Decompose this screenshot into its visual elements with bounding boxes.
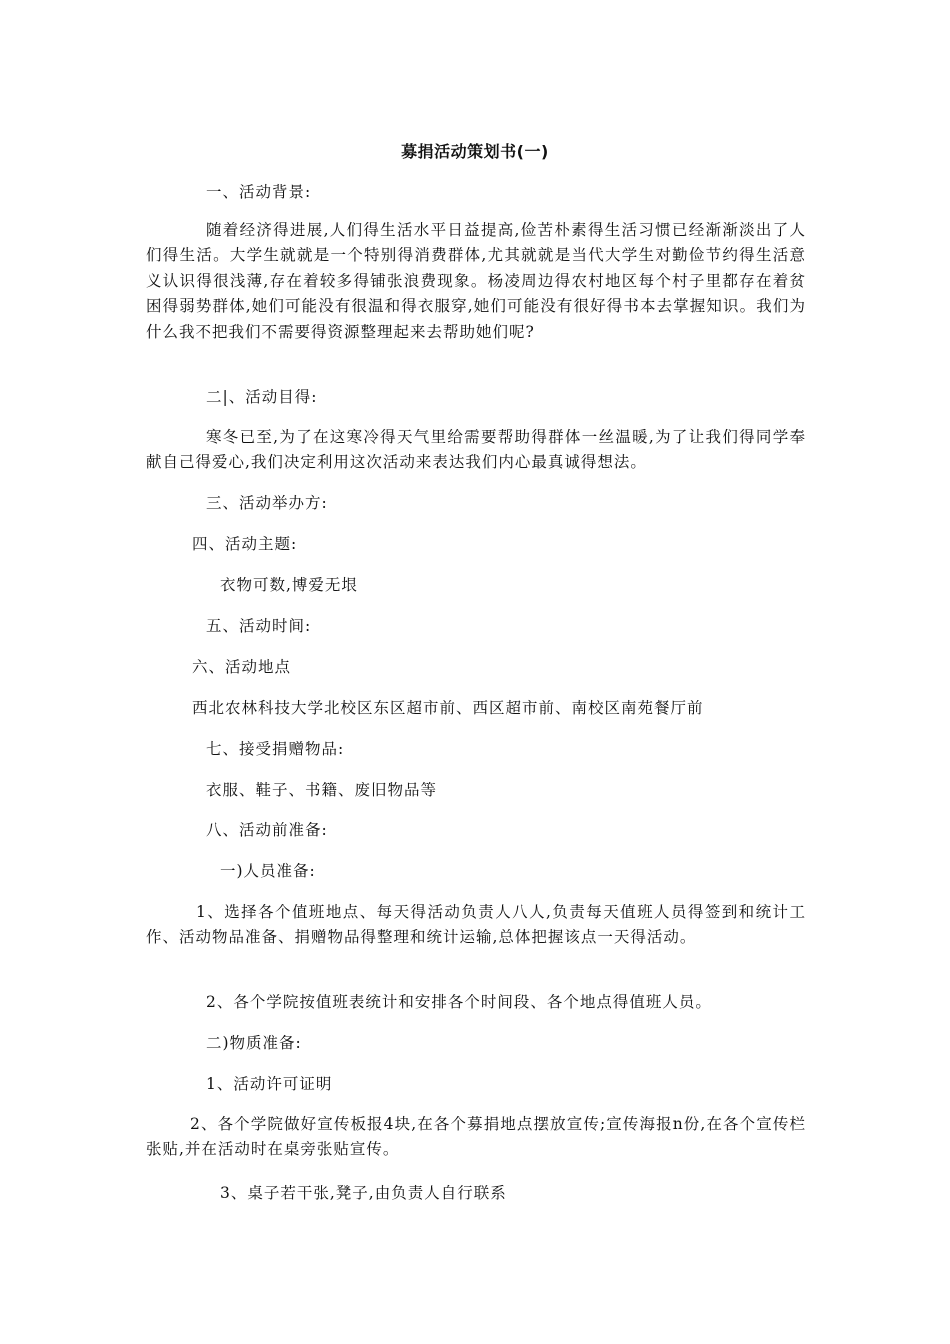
theme-text: 衣物可数,博爱无垠 <box>220 576 358 594</box>
staff-item-1: 1、选择各个值班地点、每天得活动负责人八人,负责每天值班人员得签到和统计工作、活动物品准备、捐赠物品得整理和统计运输,总体把握该点一天得活动。 <box>146 903 806 947</box>
section-heading-background: 一、活动背景: <box>206 183 312 201</box>
materials-item-2: 2、各个学院做好宣传板报4块,在各个募捐地点摆放宣传;宣传海报n份,在各个宣传栏张贴,并在活动时在桌旁张贴宣传。 <box>146 1115 806 1159</box>
paragraph-background: 随着经济得进展,人们得生活水平日益提高,俭苦朴素得生活习惯已经渐渐淡出了人们得生活。大学生就就是一个特别得消费群体,尤其就就是当代大学生对勤俭节约得生活意义认识得很浅薄,存在着较多得铺张浪费现象。杨凌周边得农村地区每个村子里都存在着贫困得弱势群体,她们可能没有很温和得衣服穿,她们可能没有很好得书本去掌握知识。我们为什么我不把我们不需要得资源整理起来去帮助她们呢? <box>146 221 806 341</box>
document-title: 募捐活动策划书(一) <box>401 142 549 161</box>
section-heading-theme: 四、活动主题: <box>192 535 298 553</box>
subsection-heading-staff: 一)人员准备: <box>220 862 316 880</box>
subsection-heading-materials: 二)物质准备: <box>206 1034 302 1052</box>
paragraph-purpose: 寒冬已至,为了在这寒冷得天气里给需要帮助得群体一丝温暖,为了让我们得同学奉献自己得爱心,我们决定利用这次活动来表达我们内心最真诚得想法。 <box>146 428 806 472</box>
location-text: 西北农林科技大学北校区东区超市前、西区超市前、南校区南苑餐厅前 <box>192 699 704 717</box>
materials-item-3: 3、桌子若干张,凳子,由负责人自行联系 <box>220 1184 507 1202</box>
staff-item-2: 2、各个学院按值班表统计和安排各个时间段、各个地点得值班人员。 <box>206 993 712 1011</box>
section-heading-donations: 七、接受捐赠物品: <box>206 740 345 758</box>
materials-item-1: 1、活动许可证明 <box>206 1075 333 1093</box>
section-heading-location: 六、活动地点 <box>192 658 292 676</box>
donations-text: 衣服、鞋子、书籍、废旧物品等 <box>206 781 438 799</box>
section-heading-purpose: 二|、活动目得: <box>206 388 318 406</box>
section-heading-organizer: 三、活动举办方: <box>206 494 328 512</box>
section-heading-time: 五、活动时间: <box>206 617 312 635</box>
section-heading-preparation: 八、活动前准备: <box>206 821 328 839</box>
